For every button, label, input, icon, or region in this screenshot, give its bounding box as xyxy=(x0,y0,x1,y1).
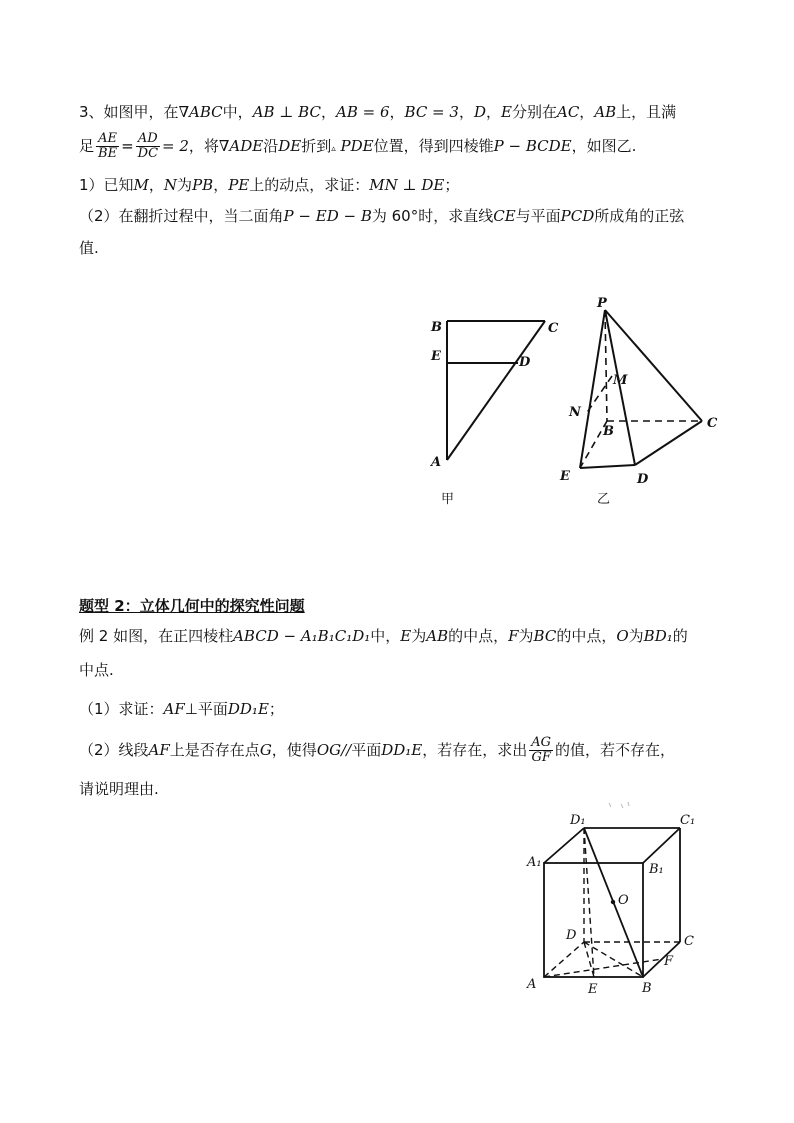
label-A1: A₁ xyxy=(527,855,542,870)
label-left-B: B xyxy=(431,320,442,335)
label-right-C: C xyxy=(707,416,718,431)
label-left-E: E xyxy=(431,349,441,364)
label-F: F xyxy=(664,954,674,969)
label-A: A xyxy=(527,977,537,992)
figure-square-prism xyxy=(0,780,794,1020)
label-D: D xyxy=(566,928,577,943)
faint-marks xyxy=(609,802,629,808)
label-O: O xyxy=(618,893,629,908)
label-C1: C₁ xyxy=(680,813,696,828)
problem-number: 3、 xyxy=(79,103,104,121)
example2-question2: （2）线段AF上是否存在点G，使得OG//平面DD₁E，若存在，求出 $\frac{AG}{GF}$ 的值，若不存在， xyxy=(79,735,676,765)
caption-left: 甲 xyxy=(441,492,455,507)
point-O xyxy=(611,900,615,904)
problem3-line1: 3、如图甲，在∇ABC中，AB ⊥ BC，AB = 6，BC = 3，D，E分别在AC，AB上，且满 xyxy=(79,103,677,121)
problem3-question1: 1）已知M，N为PB，PE上的动点，求证：MN ⊥ DE； xyxy=(79,176,460,194)
label-E: E xyxy=(588,982,598,997)
label-right-B: B xyxy=(603,424,614,439)
label-right-M: M xyxy=(613,373,628,388)
label-right-D: D xyxy=(637,472,649,487)
label-left-C: C xyxy=(548,321,559,336)
figure-fold-triangle-pyramid xyxy=(0,0,794,560)
example2-question1: （1）求证：AF⊥平面DD₁E； xyxy=(79,700,284,718)
label-right-P: P xyxy=(597,296,607,311)
problem3-line2: 足 $\frac{AE}{BE}$ = $\frac{AD}{DC}$ = 2，将∇ADE沿DE折到▵ PDE位置，得到四棱锥P − BCDE，如图乙. xyxy=(79,131,637,161)
fraction-ae-be: $\frac{AE}{BE}$ xyxy=(98,131,118,161)
section-heading: 题型 2：立体几何中的探究性问题 xyxy=(79,597,305,615)
fraction-ag-gf: $\frac{AG}{GF}$ xyxy=(531,735,552,765)
label-left-A: A xyxy=(431,455,442,470)
fraction-ad-dc: $\frac{AD}{DC}$ xyxy=(137,131,159,161)
label-B: B xyxy=(642,981,652,996)
problem3-question2-end: 值. xyxy=(79,239,99,257)
label-C: C xyxy=(684,934,694,949)
label-B1: B₁ xyxy=(649,862,664,877)
figure-right-hidden-edges xyxy=(580,310,702,468)
label-right-E: E xyxy=(560,469,570,484)
example2-question2-end: 请说明理由. xyxy=(79,780,159,798)
label-right-N: N xyxy=(569,405,581,420)
label-D1: D₁ xyxy=(570,813,586,828)
figure-right-pyramid xyxy=(580,310,702,468)
problem3-question2: （2）在翻折过程中，当二面角P − ED − B为 60°时，求直线CE与平面PCD所成角的正弦 xyxy=(79,207,685,225)
label-left-D: D xyxy=(519,355,531,370)
figure-left-triangle xyxy=(447,321,545,460)
example2-line1: 例 2 如图，在正四棱柱ABCD − A₁B₁C₁D₁中，E为AB的中点，F为BC的中点，O为BD₁的 xyxy=(79,627,688,645)
caption-right: 乙 xyxy=(597,492,611,507)
example2-line2: 中点. xyxy=(79,661,114,679)
